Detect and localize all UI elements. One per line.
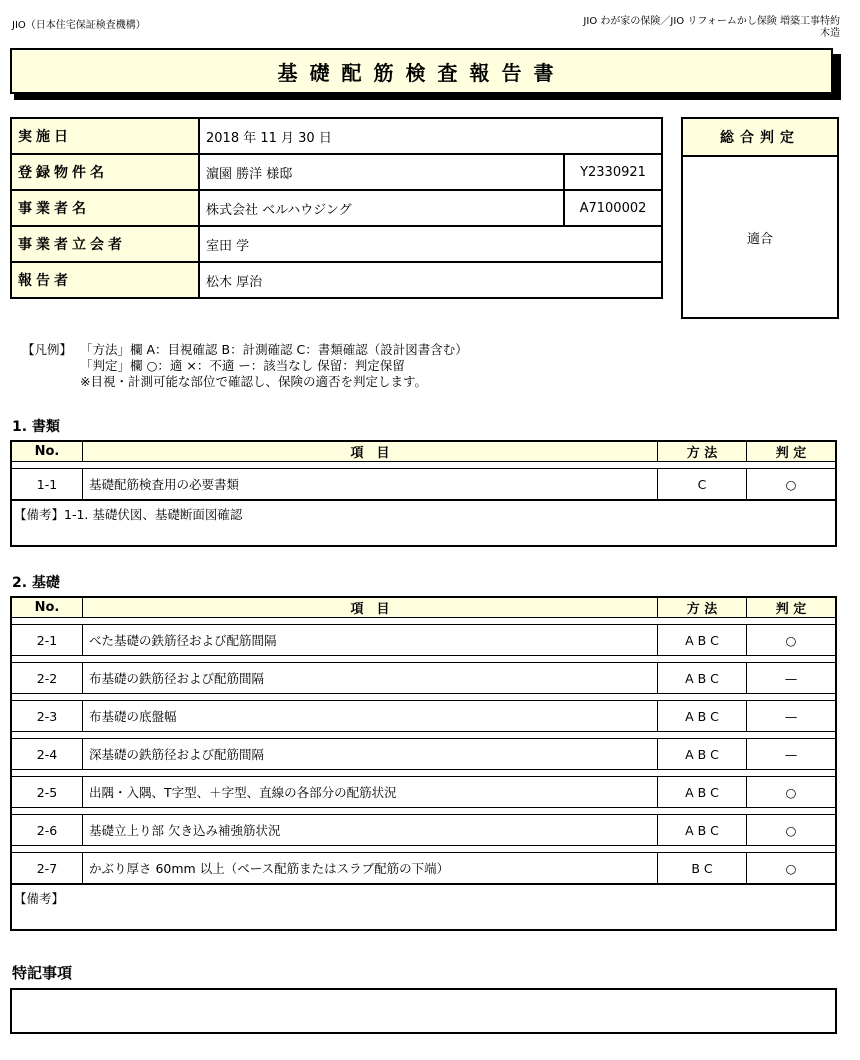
overall-judgement-value: 適合: [746, 231, 773, 247]
special-notes-title: 特記事項: [12, 964, 73, 982]
section2-table: [10, 596, 837, 885]
overall-judgement-label: 総合判定: [683, 119, 837, 157]
row-no: 2-7: [11, 853, 83, 885]
section2-remarks: 【備考】: [10, 885, 837, 931]
row-no: 2-6: [11, 815, 83, 846]
date-value: 2018 年 11 月 30 日: [199, 118, 662, 154]
row-item: べた基礎の鉄筋径および配筋間隔: [83, 625, 658, 656]
row-judgement: —: [747, 739, 837, 770]
insurance-product: [583, 16, 840, 40]
col-judgement-header: 判 定: [747, 597, 837, 618]
row-item: 出隅・入隅、T字型、＋字型、直線の各部分の配筋状況: [83, 777, 658, 808]
legend-line-method: 「方法」欄 A：目視確認 B：計測確認 C：書類確認（設計図書含む）: [80, 342, 468, 357]
business-value: 株式会社 ベルハウジング: [199, 190, 564, 226]
section1-title: 1. 書類: [12, 419, 60, 435]
overall-judgement: [681, 117, 839, 319]
row-judgement: ○: [747, 853, 837, 885]
business-label: 事業者名: [11, 190, 199, 226]
reporter-value: 松木 厚治: [199, 262, 662, 298]
structure-type: 木造: [820, 28, 840, 39]
table-row: [11, 739, 836, 770]
table-row: [11, 853, 836, 885]
attendee-value: 室田 学: [199, 226, 662, 262]
legend: [22, 342, 468, 390]
row-item: 布基礎の鉄筋径および配筋間隔: [83, 663, 658, 694]
col-no-header: No.: [11, 441, 83, 462]
row-no: 2-3: [11, 701, 83, 732]
section1-table-wrap: [10, 440, 837, 547]
row-method: B C: [658, 853, 747, 885]
row-no: 1-1: [11, 469, 83, 501]
row-judgement: ○: [747, 777, 837, 808]
row-no: 2-5: [11, 777, 83, 808]
col-no-header: No.: [11, 597, 83, 618]
row-method: A B C: [658, 777, 747, 808]
row-item: 基礎配筋検査用の必要書類: [83, 469, 658, 501]
row-method: A B C: [658, 815, 747, 846]
property-code: Y2330921: [564, 154, 662, 190]
table-row: [11, 777, 836, 808]
section1-table: [10, 440, 837, 501]
col-method-header: 方 法: [658, 597, 747, 618]
row-item: 基礎立上り部 欠き込み補強筋状況: [83, 815, 658, 846]
section1-remarks: 【備考】1-1. 基礎伏図、基礎断面図確認: [10, 501, 837, 547]
table-row: [11, 701, 836, 732]
col-item-header: 項 目: [83, 441, 658, 462]
row-method: A B C: [658, 739, 747, 770]
row-no: 2-1: [11, 625, 83, 656]
reporter-label: 報告者: [11, 262, 199, 298]
row-judgement: ○: [747, 469, 837, 501]
row-method: A B C: [658, 663, 747, 694]
row-item: 深基礎の鉄筋径および配筋間隔: [83, 739, 658, 770]
row-method: A B C: [658, 625, 747, 656]
col-item-header: 項 目: [83, 597, 658, 618]
property-label: 登録物件名: [11, 154, 199, 190]
section2-title: 2. 基礎: [12, 575, 60, 591]
legend-line-judgement: 「判定」欄 ○：適 ×：不適 ー：該当なし 保留：判定保留: [80, 358, 405, 373]
row-method: C: [658, 469, 747, 501]
info-table: [10, 117, 663, 299]
table-row: [11, 469, 836, 501]
table-row: [11, 625, 836, 656]
report-title: 基礎配筋検査報告書: [10, 48, 833, 94]
business-code: A7100002: [564, 190, 662, 226]
attendee-label: 事業者立会者: [11, 226, 199, 262]
row-judgement: —: [747, 701, 837, 732]
section2-table-wrap: [10, 596, 837, 931]
row-no: 2-2: [11, 663, 83, 694]
col-method-header: 方 法: [658, 441, 747, 462]
special-notes-box: [10, 988, 837, 1034]
row-judgement: —: [747, 663, 837, 694]
legend-lead: 【凡例】: [22, 342, 73, 357]
row-item: かぶり厚さ 60mm 以上（ベース配筋またはスラブ配筋の下端）: [83, 853, 658, 885]
row-judgement: ○: [747, 815, 837, 846]
row-judgement: ○: [747, 625, 837, 656]
table-row: [11, 815, 836, 846]
date-label: 実施日: [11, 118, 199, 154]
legend-line-note: ※目視・計測可能な部位で確認し、保険の適否を判定します。: [80, 374, 427, 389]
property-value: 濵園 勝洋 様邸: [199, 154, 564, 190]
table-row: [11, 663, 836, 694]
col-judgement-header: 判 定: [747, 441, 837, 462]
org-name: JIO（日本住宅保証検査機構）: [12, 20, 146, 31]
row-item: 布基礎の底盤幅: [83, 701, 658, 732]
row-no: 2-4: [11, 739, 83, 770]
product-name: JIO わが家の保険／JIO リフォームかし保険 増築工事特約: [583, 16, 840, 27]
row-method: A B C: [658, 701, 747, 732]
